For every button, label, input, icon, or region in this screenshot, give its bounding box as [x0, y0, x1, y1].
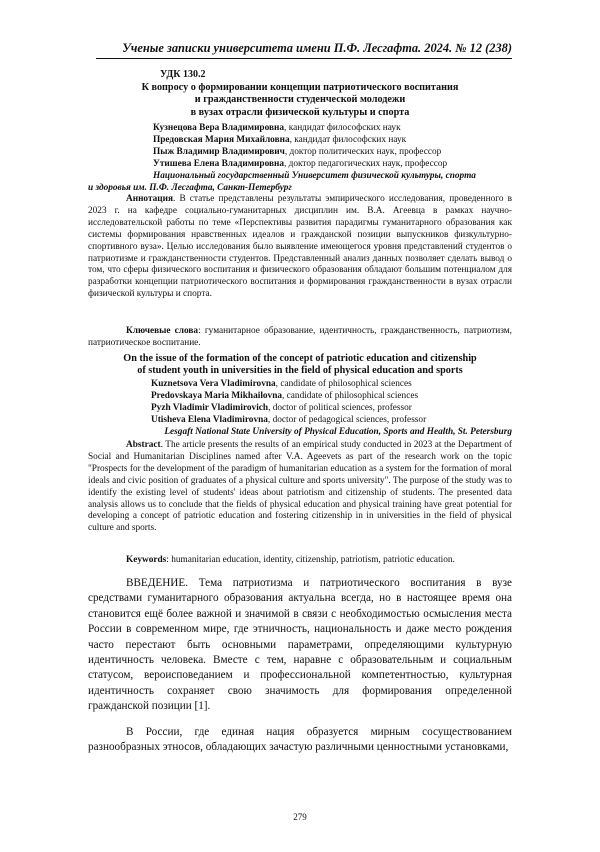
- author-name: Predovskaya Maria Mikhailovna: [151, 391, 283, 401]
- abstract-ru: [88, 194, 512, 301]
- author-en: [151, 390, 512, 402]
- title-ru-line: К вопросу о формировании концепции патриотического воспитания: [141, 82, 459, 93]
- author-name: Utisheva Elena Vladimirovna: [151, 415, 268, 425]
- abstract-en: [88, 440, 512, 535]
- keywords-en-text: : humanitarian education, identity, citizenship, patriotism, patriotic education.: [166, 555, 455, 565]
- author-role: , доктор педагогических наук, профессор: [284, 159, 448, 169]
- abstract-ru-label: Аннотация: [126, 194, 174, 204]
- author-en: [151, 378, 512, 390]
- title-en: [88, 353, 512, 378]
- keywords-ru-label: Ключевые слова: [126, 326, 199, 336]
- page-number: 279: [293, 812, 307, 822]
- authors-en: [151, 378, 512, 426]
- keywords-ru-text: : гуманитарное образование, идентичность, гражданственность, патриотизм, патриотическое воспитание.: [88, 326, 512, 348]
- affiliation-en: Lesgaft National State University of Physical Education, Sports and Health, St. Petersburg: [164, 427, 512, 437]
- abstract-en-label: Abstract: [126, 440, 161, 450]
- authors-ru: [153, 122, 512, 170]
- author-role: , doctor of pedagogical sciences, professor: [267, 415, 427, 425]
- intro-paragraph: ВВЕДЕНИЕ. Тема патриотизма и патриотического воспитания в вузе средствами гуманитарного образования актуальна всегда, но в настоящее время она становится ещё более важной и значимой в связи с необходимостью осмысления места России в современном мире, где этничность, национальность и даже место рождения часто перестают быть основными параметрами, определяющими культурную идентичность человека. Вместе с тем, наравне с образовательным и социальным статусом, вероисповеданием и профессиональной компетентностью, культурная идентичность сохраняет свою значимость для формирования определенной гражданской позиции [1].: [88, 577, 512, 713]
- affiliation-ru-line: Национальный государственный Университет физической культуры, спорта: [153, 171, 476, 181]
- author-name: Kuznetsova Vera Vladimirovna: [151, 379, 276, 389]
- author-ru: [153, 146, 512, 158]
- author-role: , candidate of philosophical sciences: [275, 379, 412, 389]
- author-ru: [153, 122, 512, 134]
- author-role: , кандидат философских наук: [284, 123, 401, 133]
- title-en-line: On the issue of the formation of the concept of patriotic education and citizenship: [123, 353, 477, 364]
- affiliation-ru: [88, 170, 512, 194]
- udk-code: УДК 130.2: [160, 69, 206, 80]
- abstract-en-text: . The article presents the results of an empirical study conducted in 2023 at the Department of Social and Humanitarian Disciplines named after V.A. Ageevets as part of the research work on the topic "Prospects for the development of the paradigm of humanitarian education as a system for the formation of moral ideals and civic position of graduates of a physical culture and sports university". The purpose of the study was to identify the existing level of students' ideas about patriotism and citizenship of students. The presented data analysis allows us to conclude that the fields of physical education and physical training have great potential for developing a concept of patriotic education and fostering citizenship in in universities in the field of physical culture and sports.: [88, 440, 512, 534]
- author-name: Предовская Мария Михайловна: [153, 135, 290, 145]
- author-name: Кузнецова Вера Владимировна: [153, 123, 285, 133]
- author-role: , доктор политических наук, профессор: [284, 147, 442, 157]
- author-en: [151, 414, 512, 426]
- author-role: , кандидат философских наук: [289, 135, 407, 145]
- body-paragraph: В России, где единая нация образуется мирным сосуществованием разнообразных этносов, обладающих зачастую различными ценностными установками,: [88, 726, 512, 754]
- author-role: , candidate of philosophical sciences: [282, 391, 419, 401]
- title-ru: [88, 82, 512, 119]
- author-name: Утишева Елена Владимировна: [153, 159, 285, 169]
- affiliation-ru-line: и здоровья им. П.Ф. Лесгафта, Санкт-Петербург: [88, 183, 292, 193]
- title-en-line: of student youth in universities in the field of physical education and sports: [137, 365, 463, 377]
- author-ru: [153, 158, 512, 170]
- author-role: , doctor of political sciences, professor: [268, 403, 412, 413]
- author-ru: [153, 134, 512, 146]
- journal-header: Ученые записки университета имени П.Ф. Лесгафта. 2024. № 12 (238): [96, 41, 512, 59]
- title-ru-line: и гражданственности студенческой молодежи: [194, 94, 406, 106]
- keywords-ru: [88, 326, 512, 350]
- keywords-en-label: Keywords: [126, 555, 167, 565]
- title-ru-line: в вузах отрасли физической культуры и спорта: [190, 106, 410, 118]
- author-en: [151, 402, 512, 414]
- abstract-ru-text: . В статье представлены результаты эмпирического исследования, проведенного в 2023 г. на кафедре социально-гуманитарных дисциплин им. В.А. Агеевца в рамках научно-исследовательской работы по теме «Перспективы развития парадигмы гуманитарного образования как системы формирования нравственных идеалов и гражданской позиции выпускников физкультурно-спортивного вуза». Целью исследования было выявление имеющегося уровня представлений студентов о патриотизме и гражданственности студентов. Представленный анализ данных позволяет сделать вывод о том, что сферы физического воспитания и физического образования обладают большим потенциалом для разработки концепции патриотического воспитания и формирования гражданственности в вузах отрасли физической культуры и спорта.: [88, 194, 512, 300]
- author-name: Пыж Владимир Владимирович: [153, 147, 285, 157]
- keywords-en: [88, 555, 512, 567]
- author-name: Pyzh Vladimir Vladimirovich: [151, 403, 269, 413]
